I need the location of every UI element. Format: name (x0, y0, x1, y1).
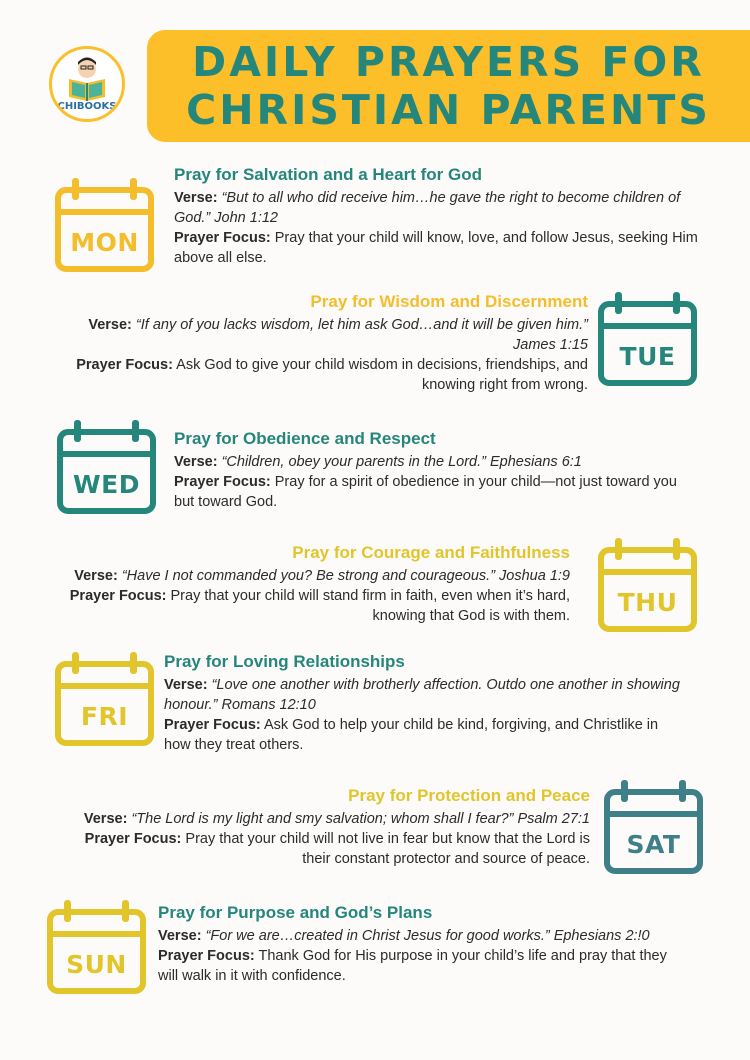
calendar-icon-mon (55, 176, 154, 272)
focus-text-mon: Pray that your child will know, love, and follow Jesus, seeking Him above all else. (174, 230, 698, 266)
verse-label: Verse: (88, 317, 132, 333)
day-label-wed: WED (73, 470, 140, 499)
calendar-icon-sun (47, 898, 146, 994)
title-line-2: CHRISTIAN PARENTS (186, 86, 711, 134)
verse-text-sat: “The Lord is my light and smy salvation; whom shall I fear?” Psalm 27:1 (131, 811, 590, 827)
day-label-mon: MON (70, 228, 139, 257)
focus-label: Prayer Focus: (84, 831, 182, 847)
prayer-heading-tue: Pray for Wisdom and Discernment (310, 292, 588, 311)
prayer-block-sat (60, 785, 590, 869)
prayer-block-fri (164, 651, 684, 755)
focus-text-wed: Pray for a spirit of obedience in your child—not just toward you but toward God. (174, 474, 677, 510)
prayer-heading-sat: Pray for Protection and Peace (348, 786, 590, 805)
focus-label: Prayer Focus: (174, 230, 271, 246)
verse-text-tue: “If any of you lacks wisdom, let him ask God…and it will be given him.” James 1:15 (135, 317, 588, 353)
verse-text-wed: “Children, obey your parents in the Lord.” Ephesians 6:1 (221, 454, 582, 470)
calendar-icon-sat (604, 778, 703, 874)
prayer-heading-thu: Pray for Courage and Faithfulness (292, 543, 570, 562)
logo-text: CHIBOOKS (57, 101, 117, 112)
verse-label: Verse: (74, 568, 118, 584)
prayer-block-tue (70, 291, 588, 395)
verse-text-thu: “Have I not commanded you? Be strong and courageous.” Joshua 1:9 (121, 568, 570, 584)
verse-label: Verse: (83, 811, 128, 827)
calendar-icon-thu (598, 536, 697, 632)
prayer-heading-mon: Pray for Salvation and a Heart for God (174, 165, 482, 184)
calendar-icon-wed (57, 418, 156, 514)
title-line-1: DAILY PRAYERS FOR (192, 38, 705, 86)
verse-label: Verse: (158, 928, 202, 944)
calendar-icon-tue (598, 290, 697, 386)
chibooks-logo (49, 46, 125, 122)
prayer-block-wed (174, 428, 684, 512)
focus-text-fri: Ask God to help your child be kind, forgiving, and Christlike in how they treat others. (164, 717, 659, 753)
verse-label: Verse: (164, 677, 208, 693)
focus-text-sat: Pray that your child will not live in fear but know that the Lord is their constant protector and source of peace. (185, 831, 590, 867)
focus-label: Prayer Focus: (69, 588, 167, 604)
page-title (147, 38, 750, 134)
day-label-sat: SAT (626, 830, 681, 859)
focus-label: Prayer Focus: (164, 717, 261, 733)
focus-text-tue: Ask God to give your child wisdom in decisions, friendships, and knowing right from wrong. (176, 357, 588, 393)
day-label-fri: FRI (80, 702, 129, 731)
focus-text-thu: Pray that your child will stand firm in faith, even when it’s hard, knowing that God is with them. (170, 588, 570, 624)
verse-label: Verse: (174, 454, 218, 470)
verse-text-fri: “Love one another with brotherly affection. Outdo one another in showing honour.” Romans 12:10 (164, 677, 680, 713)
prayer-heading-fri: Pray for Loving Relationships (164, 652, 405, 671)
prayer-block-thu (60, 542, 570, 626)
prayer-block-mon (174, 164, 704, 268)
focus-text-sun: Thank God for His purpose in your child’s life and pray that they will walk in it with confidence. (158, 948, 667, 984)
title-banner (147, 30, 750, 142)
verse-text-mon: “But to all who did receive him…he gave the right to become children of God.” John 1:12 (174, 190, 681, 226)
day-label-tue: TUE (619, 342, 676, 371)
focus-label: Prayer Focus: (174, 474, 271, 490)
day-label-sun: SUN (66, 950, 127, 979)
focus-label: Prayer Focus: (76, 357, 173, 373)
day-label-thu: THU (617, 588, 678, 617)
prayer-block-sun (158, 902, 688, 986)
verse-label: Verse: (174, 190, 218, 206)
calendar-icon-fri (55, 650, 154, 746)
prayer-heading-sun: Pray for Purpose and God’s Plans (158, 903, 433, 922)
prayer-heading-wed: Pray for Obedience and Respect (174, 429, 436, 448)
focus-label: Prayer Focus: (158, 948, 255, 964)
verse-text-sun: “For we are…created in Christ Jesus for good works.” Ephesians 2:!0 (205, 928, 650, 944)
